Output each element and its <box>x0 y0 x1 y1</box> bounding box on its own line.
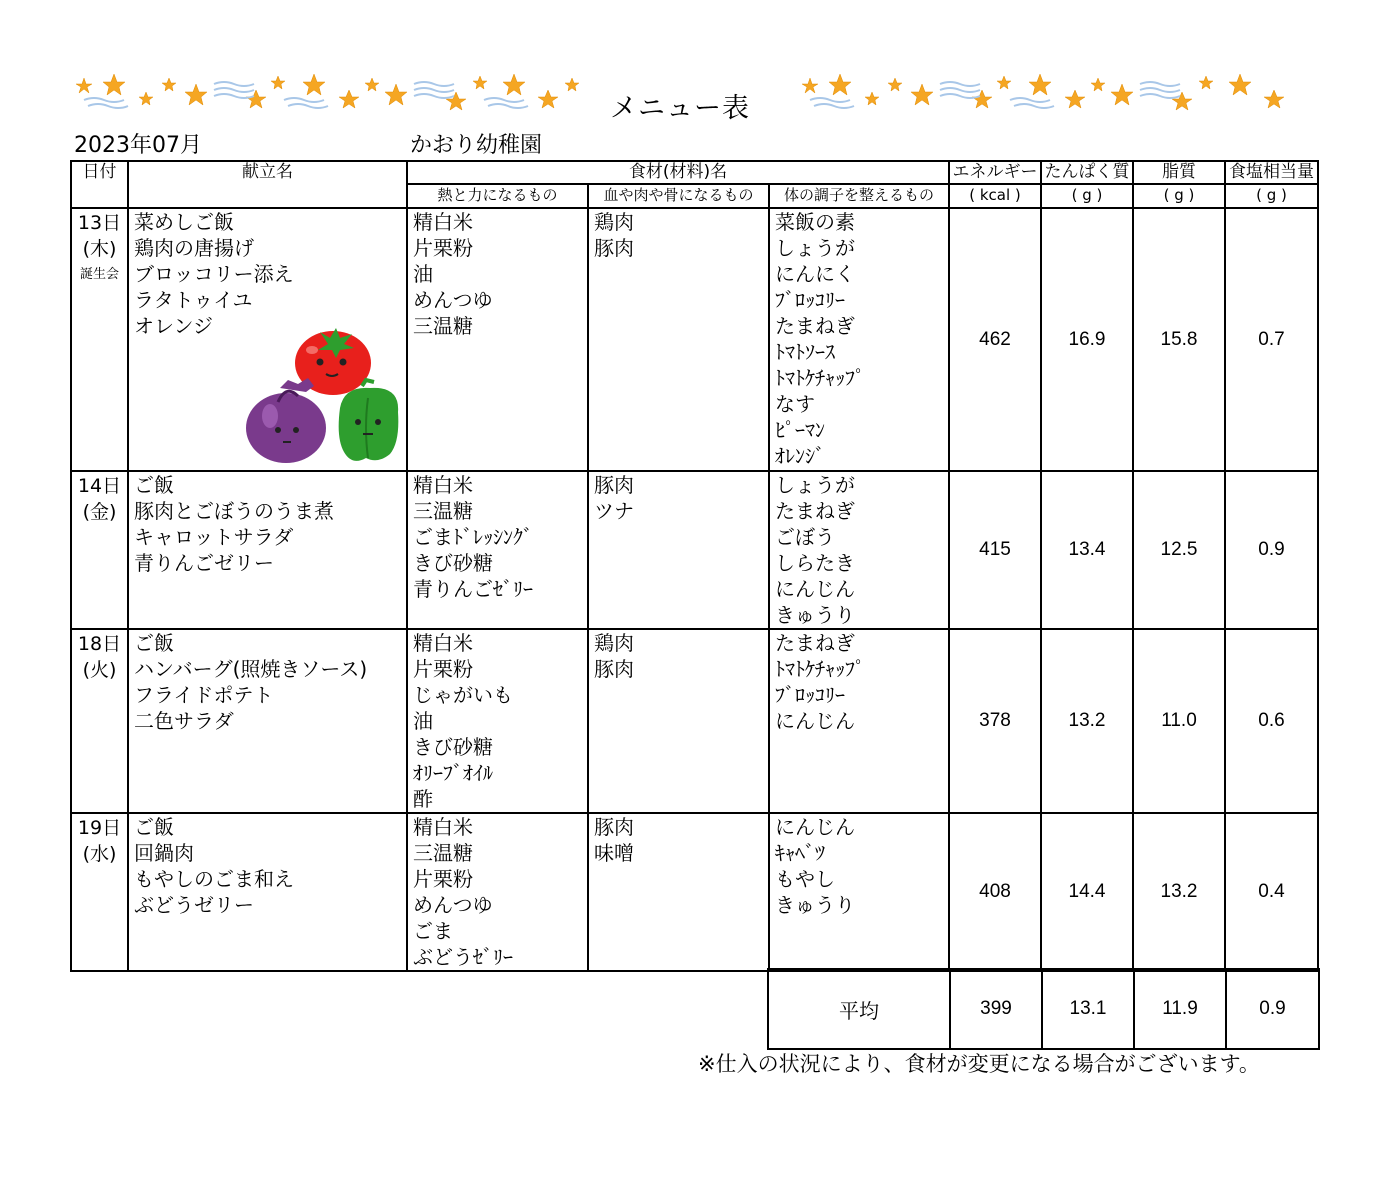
footnote: ※仕入の状況により、食材が変更になる場合がございます。 <box>698 1052 1260 1076</box>
star-icon <box>829 74 851 95</box>
salt-value: 0.7 <box>1225 208 1318 471</box>
average-protein: 13.1 <box>1042 969 1134 1049</box>
ingredient: 片栗粉 <box>413 657 473 681</box>
ingredient: ﾄﾏﾄｹﾁｬｯﾌﾟ <box>775 366 865 390</box>
ingredient: めんつゆ <box>413 893 493 917</box>
day-date: 14日 <box>77 475 122 497</box>
star-decoration-left <box>74 70 584 120</box>
energy-unit: ( kcal ) <box>949 184 1041 208</box>
day-date: 13日 <box>77 212 122 234</box>
day-weekday: (金) <box>82 501 117 523</box>
ingredient: ﾄﾏﾄｿｰｽ <box>775 340 835 364</box>
energy-foods-cell <box>407 629 588 813</box>
day-event: 誕生会 <box>79 267 119 282</box>
table-row <box>71 629 1318 813</box>
average-salt: 0.9 <box>1226 969 1319 1049</box>
ingredient: じゃがいも <box>413 683 513 707</box>
ingredient: ごまﾄﾞﾚｯｼﾝｸﾞ <box>413 525 533 549</box>
menu-item: ラタトゥイユ <box>134 288 253 312</box>
table-row <box>71 813 1318 971</box>
date-cell <box>71 471 128 629</box>
average-kcal: 399 <box>950 969 1042 1049</box>
energy-foods-cell <box>407 813 588 971</box>
ingredient: しらたき <box>775 551 855 575</box>
star-icon <box>246 90 266 108</box>
ingredient: たまねぎ <box>775 499 855 523</box>
ingredient: なす <box>775 392 815 416</box>
table-row <box>71 471 1318 629</box>
ingredient: 豚肉 <box>594 236 634 260</box>
ingredient: 精白米 <box>413 631 473 655</box>
condition-foods-cell <box>769 471 949 629</box>
ingredient: ﾄﾏﾄｹﾁｬｯﾌﾟ <box>775 657 865 681</box>
ingredient: 菜飯の素 <box>775 210 855 234</box>
ingredient: 精白米 <box>413 210 473 234</box>
menu-item: 菜めしご飯 <box>134 210 234 234</box>
menu-item: フライドポテト <box>134 683 274 707</box>
star-row <box>74 70 584 120</box>
star-icon <box>339 90 359 108</box>
star-icon <box>565 78 579 91</box>
condition-foods-cell <box>769 813 949 971</box>
average-table <box>767 968 1320 1050</box>
ingredient: にんじん <box>775 709 855 733</box>
salt-value: 0.4 <box>1225 813 1318 971</box>
ingredient: きび砂糖 <box>413 551 493 575</box>
energy-foods-cell <box>407 471 588 629</box>
protein-value: 14.4 <box>1041 813 1133 971</box>
fat-unit: ( g ) <box>1133 184 1225 208</box>
date-cell <box>71 813 128 971</box>
ingredient: ｷｬﾍﾞﾂ <box>775 841 825 865</box>
ingredient: 油 <box>413 709 433 733</box>
ingredient: ｵﾘｰﾌﾞｵｲﾙ <box>413 761 493 785</box>
ingredient: 三温糖 <box>413 499 473 523</box>
menu-item: ご飯 <box>134 473 174 497</box>
ingredient: 青りんごｾﾞﾘｰ <box>413 577 533 601</box>
star-icon <box>802 78 818 93</box>
salt-value: 0.6 <box>1225 629 1318 813</box>
star-icon <box>503 74 525 95</box>
energy-header: エネルギー <box>949 161 1041 184</box>
body-foods-cell <box>588 813 769 971</box>
star-icon <box>1111 84 1133 105</box>
day-weekday: (水) <box>82 843 117 865</box>
condition-foods-cell <box>769 208 949 471</box>
kcal-value: 378 <box>949 629 1041 813</box>
menu-item: 豚肉とごぼうのうま煮 <box>134 499 334 523</box>
star-icon <box>162 78 176 91</box>
menu-table <box>70 160 1319 972</box>
menu-item: ぶどうゼリー <box>134 893 254 917</box>
star-icon <box>303 74 325 95</box>
ingredient: 豚肉 <box>594 473 634 497</box>
ingredient: ﾌﾞﾛｯｺﾘｰ <box>775 683 845 707</box>
average-row <box>768 969 1319 1049</box>
salt-unit: ( g ) <box>1225 184 1318 208</box>
date-cell <box>71 208 128 471</box>
menu-item: 二色サラダ <box>134 709 234 733</box>
star-icon <box>185 84 207 105</box>
ingredient: にんじん <box>775 815 855 839</box>
menu-item: ご飯 <box>134 815 174 839</box>
ingredient: 鶏肉 <box>594 210 634 234</box>
ingredient: きゅうり <box>775 893 855 917</box>
day-weekday: (木) <box>82 238 117 260</box>
ingredient: ｵﾚﾝｼﾞ <box>775 444 825 468</box>
menu-cell <box>128 813 407 971</box>
star-icon <box>1264 90 1284 108</box>
date-header: 日付 <box>71 161 128 208</box>
ingredient: 酢 <box>413 787 433 811</box>
star-icon <box>997 76 1011 89</box>
star-icon <box>103 74 125 95</box>
star-decoration-right <box>800 70 1310 120</box>
ingredients-header: 食材(材料)名 <box>407 161 949 184</box>
fat-value: 12.5 <box>1133 471 1225 629</box>
menu-item: もやしのごま和え <box>134 867 294 891</box>
day-weekday: (火) <box>82 659 117 681</box>
star-row <box>800 70 1310 120</box>
menu-item: 青りんごゼリー <box>134 551 274 575</box>
fat-value: 11.0 <box>1133 629 1225 813</box>
star-icon <box>1229 74 1251 95</box>
condition-foods-header: 体の調子を整えるもの <box>769 184 949 208</box>
star-icon <box>1199 76 1213 89</box>
salt-value: 0.9 <box>1225 471 1318 629</box>
ingredient: 油 <box>413 262 433 286</box>
protein-unit: ( g ) <box>1041 184 1133 208</box>
star-icon <box>911 84 933 105</box>
menu-item: ハンバーグ(照焼きソース) <box>134 657 368 681</box>
date-cell <box>71 629 128 813</box>
protein-value: 13.2 <box>1041 629 1133 813</box>
average-fat: 11.9 <box>1134 969 1226 1049</box>
star-icon <box>888 78 902 91</box>
energy-foods-cell <box>407 208 588 471</box>
day-date: 18日 <box>77 633 122 655</box>
star-icon <box>76 78 92 93</box>
ingredient: たまねぎ <box>775 314 855 338</box>
ingredient: にんじん <box>775 577 855 601</box>
star-icon <box>365 78 379 91</box>
fat-value: 15.8 <box>1133 208 1225 471</box>
menu-cell <box>128 471 407 629</box>
page-title: メニュー表 <box>610 93 750 124</box>
fat-value: 13.2 <box>1133 813 1225 971</box>
star-icon <box>1065 90 1085 108</box>
average-label: 平均 <box>768 969 950 1049</box>
star-icon <box>538 90 558 108</box>
protein-value: 16.9 <box>1041 208 1133 471</box>
ingredient: 味噌 <box>594 841 634 865</box>
kcal-value: 408 <box>949 813 1041 971</box>
ingredient: めんつゆ <box>413 288 493 312</box>
school-name: かおり幼稚園 <box>410 133 543 158</box>
menu-cell <box>128 629 407 813</box>
body-foods-cell <box>588 629 769 813</box>
menu-item: ご飯 <box>134 631 174 655</box>
ingredient: 鶏肉 <box>594 631 634 655</box>
protein-value: 13.4 <box>1041 471 1133 629</box>
ingredient: ぶどうｾﾞﾘｰ <box>413 945 513 969</box>
vegetable-illustration <box>240 318 400 468</box>
kcal-value: 462 <box>949 208 1041 471</box>
star-icon <box>473 76 487 89</box>
ingredient: ごま <box>413 919 453 943</box>
menu-item: 回鍋肉 <box>134 841 194 865</box>
star-icon <box>972 90 992 108</box>
ingredient: しょうが <box>775 236 855 260</box>
fat-header: 脂質 <box>1133 161 1225 184</box>
condition-foods-cell <box>769 629 949 813</box>
ingredient: きゅうり <box>775 603 855 627</box>
star-icon <box>385 84 407 105</box>
ingredient: しょうが <box>775 473 855 497</box>
kcal-value: 415 <box>949 471 1041 629</box>
salt-header: 食塩相当量 <box>1225 161 1318 184</box>
day-date: 19日 <box>77 817 122 839</box>
ingredient: 豚肉 <box>594 657 634 681</box>
ingredient: ﾌﾞﾛｯｺﾘｰ <box>775 288 845 312</box>
menu-month: 2023年07月 <box>74 133 202 158</box>
star-icon <box>271 76 285 89</box>
ingredient: 片栗粉 <box>413 867 473 891</box>
star-icon <box>1029 74 1051 95</box>
menu-item: ブロッコリー添え <box>134 262 294 286</box>
ingredient: ﾋﾟｰﾏﾝ <box>775 418 825 442</box>
protein-header: たんぱく質 <box>1041 161 1133 184</box>
star-icon <box>1091 78 1105 91</box>
ingredient: 片栗粉 <box>413 236 473 260</box>
menu-item: オレンジ <box>134 314 213 338</box>
eggplant-icon <box>246 378 326 463</box>
ingredient: 三温糖 <box>413 314 473 338</box>
menu-item: キャロットサラダ <box>134 525 294 549</box>
ingredient: もやし <box>775 867 835 891</box>
menu-item: 鶏肉の唐揚げ <box>134 236 254 260</box>
ingredient: 三温糖 <box>413 841 473 865</box>
star-icon <box>139 92 153 105</box>
ingredient: 豚肉 <box>594 815 634 839</box>
average-section <box>767 968 1320 1050</box>
star-icon <box>446 92 466 110</box>
ingredient: ツナ <box>594 499 634 523</box>
star-icon <box>1172 92 1192 110</box>
body-foods-cell <box>588 208 769 471</box>
menu-header: 献立名 <box>128 161 407 208</box>
ingredient: きび砂糖 <box>413 735 493 759</box>
ingredient: 精白米 <box>413 815 473 839</box>
ingredient: にんにく <box>775 262 855 286</box>
ingredient: ごぼう <box>775 525 835 549</box>
ingredient: たまねぎ <box>775 631 855 655</box>
ingredient: 精白米 <box>413 473 473 497</box>
body-foods-header: 血や肉や骨になるもの <box>588 184 769 208</box>
star-icon <box>865 92 879 105</box>
energy-foods-header: 熱と力になるもの <box>407 184 588 208</box>
body-foods-cell <box>588 471 769 629</box>
